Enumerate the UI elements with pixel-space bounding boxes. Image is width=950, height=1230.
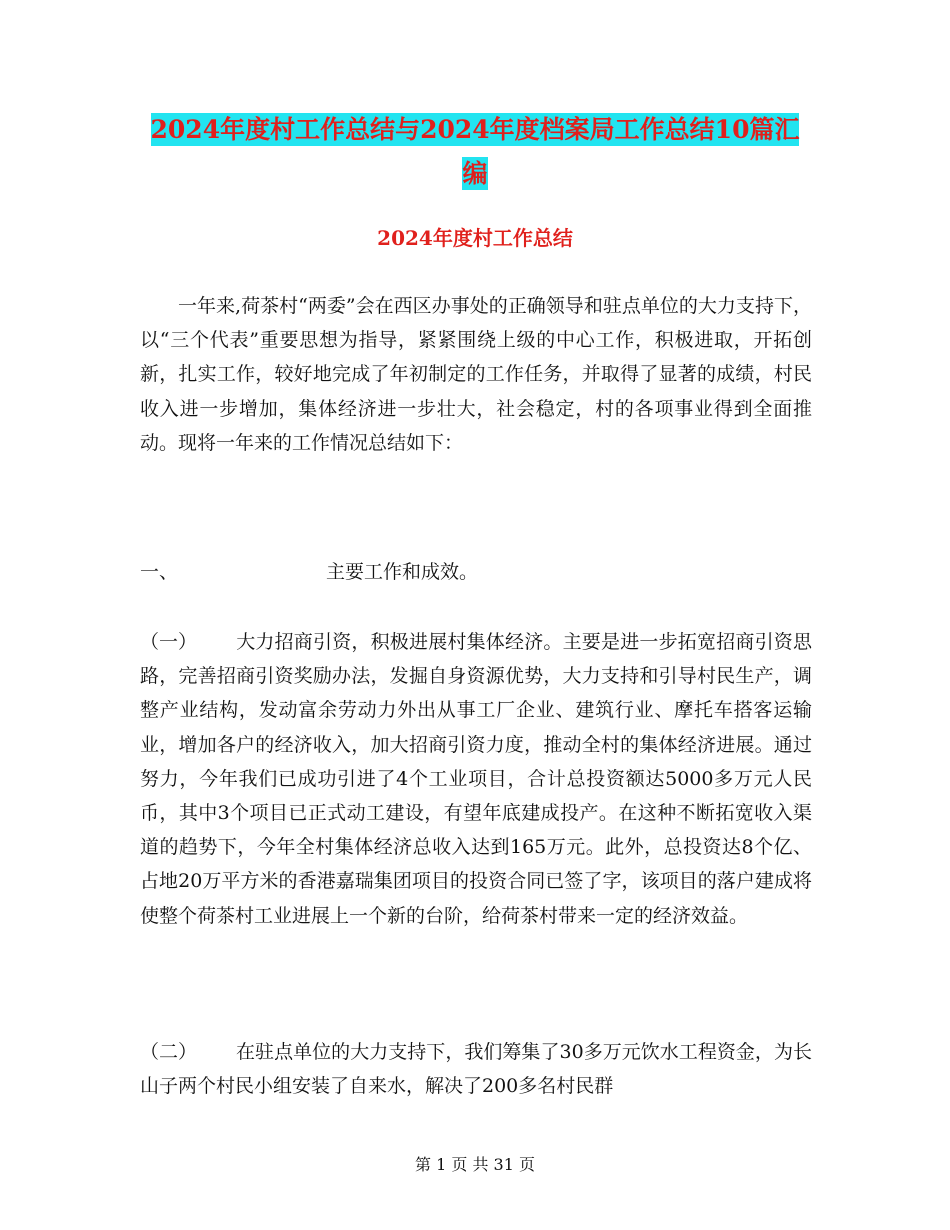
paragraph-item-2 bbox=[140, 1035, 812, 1103]
page-footer: 第 1 页 共 31 页 bbox=[415, 1155, 535, 1174]
paragraph-item-1 bbox=[140, 625, 812, 933]
heading-text: 主要工作和成效。 bbox=[326, 561, 479, 583]
heading-main-work bbox=[140, 556, 478, 588]
item-1-text: 大力招商引资，积极进展村集体经济。主要是进一步拓宽招商引资思路，完善招商引资奖励办法，发掘自身资源优势，大力支持和引导村民生产，调整产业结构，发动富余劳动力外出从事工厂企业、建筑行业、摩托车搭客运输业，增加各户的经济收入，加大招商引资力度，推动全村的集体经济进展。通过努力，今年我们已成功引进了4个工业项目，合计总投资额达5000多万元人民币，其中3个项目已正式动工建设，有望年底建成投产。在这种不断拓宽收入渠道的趋势下，今年全村集体经济总收入达到165万元。此外，总投资达8个亿、占地20万平方米的香港嘉瑞集团项目的投资合同已签了字，该项目的落户建成将使整个荷茶村工业进展上一个新的台阶，给荷茶村带来一定的经济效益。 bbox=[140, 631, 812, 927]
heading-number: 一、 bbox=[140, 561, 179, 583]
intro-paragraph: 一年来,荷茶村“两委”会在西区办事处的正确领导和驻点单位的大力支持下，以“三个代表”重要思想为指导，紧紧围绕上级的中心工作，积极进取，开拓创新，扎实工作，较好地完成了年初制定的工作任务，并取得了显著的成绩，村民收入进一步增加，集体经济进一步壮大，社会稳定，村的各项事业得到全面推动。现将一年来的工作情况总结如下： bbox=[140, 295, 812, 454]
item-1-marker: （一） bbox=[140, 631, 198, 653]
document-title bbox=[140, 108, 810, 196]
document-title-text: 2024年度村工作总结与2024年度档案局工作总结10篇汇编 bbox=[150, 115, 800, 188]
item-2-text: 在驻点单位的大力支持下，我们筹集了30多万元饮水工程资金，为长山子两个村民小组安装了自来水，解决了200多名村民群 bbox=[140, 1041, 812, 1098]
item-2-marker: （二） bbox=[140, 1041, 198, 1063]
section-title: 2024年度村工作总结 bbox=[377, 226, 573, 250]
